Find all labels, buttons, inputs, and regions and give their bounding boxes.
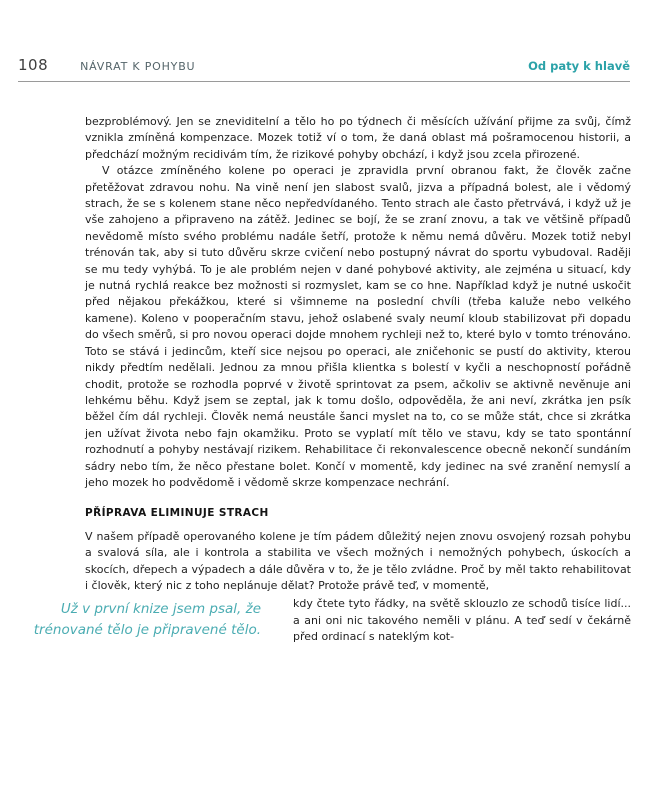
header-rule	[18, 81, 630, 82]
chapter-running-head: NÁVRAT K POHYBU	[80, 60, 196, 73]
section-running-head: Od paty k hlavě	[528, 59, 630, 73]
paragraph-continuation: bezproblémový. Jen se zneviditelní a tělo ho po týdnech či měsících užívání přijme za svůj, čímž vznikla zmíněná kompenzace. Mozek totiž ví o tom, že daná oblast má pošramocenou historii, a předchází možným recidivám tím, že rizikové pohyby obchází, i když jsou zcela přirozené.	[85, 115, 631, 161]
pull-quote: Už v první knize jsem psal, že trénované tělo je připravené tělo.	[33, 601, 261, 639]
paragraph: V otázce zmíněného kolene po operaci je zpravidla první obranou fakt, že člověk začne přetěžovat zdravou nohu. Na vině není jen slabost svalů, jizva a případná bolest, ale i vědomý strach, že se s kolenem stane něco nepředvídaného. Tento strach ale často přetrvává, i když už je vše zahojeno a připraveno na zátěž. Jedinec se bojí, že se zraní znovu, a tak ve většině případů nevědomě místo svého problému nadále šetří, protože k němu nemá důvěru. Mozek totiž nebyl trénován tak, aby si tuto důvěru skrze cvičení nebo postupný návrat do sportu vybudoval. Raději se mu tedy vyhýbá. To je ale problém nejen v dané pohybové aktivity, ale zejména u situací, kdy je nutná rychlá reakce bez možnosti si rozmyslet, kam se co hne. Například když je nutné uskočit před nějakou překážkou, které si všimneme na poslední chvíli (třeba kaluže nebo velkého kamene). Koleno v pooperačním stavu, jehož oslabené svaly neumí kloub stabilizovat při dopadu do všech směrů, si pro novou operaci dojde mnohem rychleji než to, které bylo v tomto trénováno. Toto se stává i jedincům, kteří sice nejsou po operaci, ale zničehonic se pustí do aktivity, kterou nikdy předtím nedělali. Jednou za mnou přišla klientka s bolestí v kyčli a neschopností pořádně chodit, protože se rozhodla poprvé v životě sprintovat za psem, ačkoliv se aktivně nevěnuje ani lehkému běhu. Když jsem se zeptal, jak k tomu došlo, odpověděla, že ani neví, zkrátka jen psík běžel čím dál rychleji. Člověk nemá neustále šanci myslet na to, co se může stát, chce si zkrátka jen užívat života nebo fajn okamžiku. Proto se vyplatí mít tělo ve stavu, kdy se tato spontánní rozhodnutí a pohyby nestávají rizikem. Rehabilitace či rekonvalescence obecně nekončí sundáním sádry nebo tím, že něco přestane bolet. Končí v momentě, kdy jedinec na své zranění nemyslí a jeho mozek ho podvědomě i vědomě skrze kompenzace nechrání.	[85, 164, 631, 489]
page-number: 108	[18, 56, 49, 74]
page-body	[33, 114, 631, 646]
paragraph-beside-quote: kdy čtete tyto řádky, na světě sklouzlo ze schodů tisíce lidí... a ani oni nic takového neměli v plánu. A teď sedí v čekárně před ordinací s nateklým kot-	[293, 597, 631, 644]
page-header	[18, 56, 630, 74]
quote-row	[33, 596, 631, 645]
section-heading: PŘÍPRAVA ELIMINUJE STRACH	[85, 507, 269, 520]
paragraph: V našem případě operovaného kolene je tím pádem důležitý nejen znovu osvojený rozsah pohybu a svalová síla, ale i kontrola a stabilita ve všech možných i nemožných pohybech, úskocích a skocích, dřepech a výpadech a dále důvěra v to, že je tělo zvládne. Proč by měl takto rehabilitovat i člověk, který nic z toho neplánuje dělat? Protože právě teď, v momentě,	[85, 529, 631, 592]
